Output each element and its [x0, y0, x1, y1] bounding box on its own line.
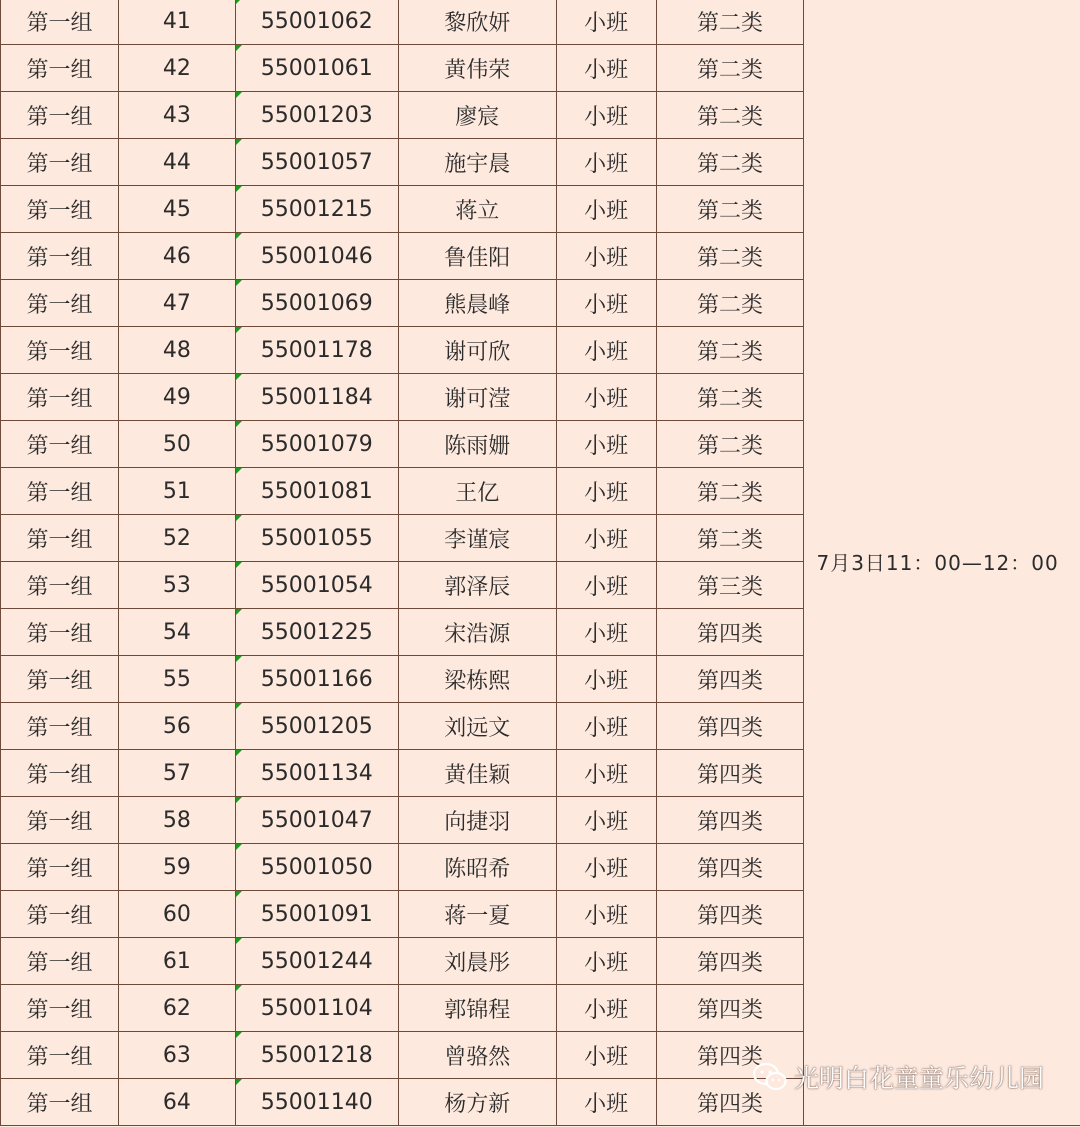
category-cell: 第四类 [656, 750, 804, 797]
group-cell: 第一组 [1, 374, 119, 421]
student-name-cell: 施宇晨 [398, 139, 556, 186]
seq-cell: 58 [118, 797, 235, 844]
class-cell: 小班 [556, 327, 656, 374]
seq-cell: 47 [118, 280, 235, 327]
student-id-cell: 55001081 [235, 468, 398, 515]
student-id-cell: 55001134 [235, 750, 398, 797]
class-cell: 小班 [556, 233, 656, 280]
group-cell: 第一组 [1, 421, 119, 468]
category-cell: 第四类 [656, 656, 804, 703]
class-cell: 小班 [556, 421, 656, 468]
class-cell: 小班 [556, 1032, 656, 1079]
time-slot-cell: 7月3日11：00—12：00 [804, 0, 1080, 1126]
seq-cell: 52 [118, 515, 235, 562]
student-id-cell: 55001140 [235, 1079, 398, 1126]
category-cell: 第四类 [656, 985, 804, 1032]
class-cell: 小班 [556, 280, 656, 327]
class-cell: 小班 [556, 45, 656, 92]
student-name-cell: 陈雨姗 [398, 421, 556, 468]
student-id-cell: 55001215 [235, 186, 398, 233]
student-name-cell: 蒋一夏 [398, 891, 556, 938]
class-cell: 小班 [556, 985, 656, 1032]
class-cell: 小班 [556, 844, 656, 891]
seq-cell: 44 [118, 139, 235, 186]
seq-cell: 50 [118, 421, 235, 468]
category-cell: 第二类 [656, 280, 804, 327]
group-cell: 第一组 [1, 938, 119, 985]
student-id-cell: 55001244 [235, 938, 398, 985]
student-id-cell: 55001184 [235, 374, 398, 421]
category-cell: 第三类 [656, 562, 804, 609]
category-cell: 第四类 [656, 1032, 804, 1079]
category-cell: 第二类 [656, 186, 804, 233]
student-name-cell: 郭锦程 [398, 985, 556, 1032]
group-cell: 第一组 [1, 891, 119, 938]
class-cell: 小班 [556, 468, 656, 515]
group-cell: 第一组 [1, 985, 119, 1032]
group-cell: 第一组 [1, 0, 119, 45]
category-cell: 第二类 [656, 374, 804, 421]
seq-cell: 41 [118, 0, 235, 45]
class-cell: 小班 [556, 186, 656, 233]
class-cell: 小班 [556, 1079, 656, 1126]
seq-cell: 45 [118, 186, 235, 233]
category-cell: 第二类 [656, 515, 804, 562]
student-name-cell: 谢可滢 [398, 374, 556, 421]
category-cell: 第二类 [656, 139, 804, 186]
student-name-cell: 向捷羽 [398, 797, 556, 844]
student-name-cell: 黄伟荣 [398, 45, 556, 92]
student-id-cell: 55001046 [235, 233, 398, 280]
group-cell: 第一组 [1, 750, 119, 797]
student-id-cell: 55001054 [235, 562, 398, 609]
student-id-cell: 55001218 [235, 1032, 398, 1079]
seq-cell: 53 [118, 562, 235, 609]
class-cell: 小班 [556, 703, 656, 750]
student-name-cell: 黄佳颖 [398, 750, 556, 797]
seq-cell: 42 [118, 45, 235, 92]
group-cell: 第一组 [1, 233, 119, 280]
seq-cell: 43 [118, 92, 235, 139]
student-name-cell: 廖宸 [398, 92, 556, 139]
student-name-cell: 梁栋熙 [398, 656, 556, 703]
student-name-cell: 宋浩源 [398, 609, 556, 656]
seq-cell: 55 [118, 656, 235, 703]
group-cell: 第一组 [1, 186, 119, 233]
student-id-cell: 55001047 [235, 797, 398, 844]
group-cell: 第一组 [1, 844, 119, 891]
table-row [1, 0, 1080, 45]
seq-cell: 51 [118, 468, 235, 515]
student-name-cell: 鲁佳阳 [398, 233, 556, 280]
group-cell: 第一组 [1, 139, 119, 186]
category-cell: 第四类 [656, 1079, 804, 1126]
group-cell: 第一组 [1, 45, 119, 92]
student-id-cell: 55001057 [235, 139, 398, 186]
category-cell: 第二类 [656, 327, 804, 374]
student-name-cell: 郭泽辰 [398, 562, 556, 609]
student-id-cell: 55001050 [235, 844, 398, 891]
class-cell: 小班 [556, 92, 656, 139]
watermark-text: 光明白花童童乐幼儿园 [793, 1064, 1044, 1093]
class-cell: 小班 [556, 139, 656, 186]
student-name-cell: 刘远文 [398, 703, 556, 750]
seq-cell: 60 [118, 891, 235, 938]
seq-cell: 59 [118, 844, 235, 891]
schedule-table-body [1, 0, 1080, 1126]
student-name-cell: 王亿 [398, 468, 556, 515]
class-cell: 小班 [556, 797, 656, 844]
student-id-cell: 55001178 [235, 327, 398, 374]
class-cell: 小班 [556, 656, 656, 703]
student-id-cell: 55001061 [235, 45, 398, 92]
group-cell: 第一组 [1, 703, 119, 750]
group-cell: 第一组 [1, 1079, 119, 1126]
category-cell: 第四类 [656, 844, 804, 891]
seq-cell: 57 [118, 750, 235, 797]
seq-cell: 49 [118, 374, 235, 421]
seq-cell: 61 [118, 938, 235, 985]
student-id-cell: 55001104 [235, 985, 398, 1032]
class-cell: 小班 [556, 515, 656, 562]
student-id-cell: 55001166 [235, 656, 398, 703]
seq-cell: 48 [118, 327, 235, 374]
seq-cell: 54 [118, 609, 235, 656]
class-cell: 小班 [556, 562, 656, 609]
group-cell: 第一组 [1, 609, 119, 656]
seq-cell: 46 [118, 233, 235, 280]
category-cell: 第二类 [656, 92, 804, 139]
student-id-cell: 55001055 [235, 515, 398, 562]
student-id-cell: 55001091 [235, 891, 398, 938]
category-cell: 第二类 [656, 468, 804, 515]
seq-cell: 56 [118, 703, 235, 750]
student-id-cell: 55001205 [235, 703, 398, 750]
watermark [752, 1059, 1044, 1095]
group-cell: 第一组 [1, 280, 119, 327]
category-cell: 第四类 [656, 891, 804, 938]
group-cell: 第一组 [1, 515, 119, 562]
student-name-cell: 杨方新 [398, 1079, 556, 1126]
category-cell: 第四类 [656, 797, 804, 844]
student-name-cell: 刘晨彤 [398, 938, 556, 985]
category-cell: 第四类 [656, 938, 804, 985]
student-name-cell: 黎欣妍 [398, 0, 556, 45]
group-cell: 第一组 [1, 327, 119, 374]
student-name-cell: 谢可欣 [398, 327, 556, 374]
group-cell: 第一组 [1, 468, 119, 515]
category-cell: 第四类 [656, 609, 804, 656]
student-name-cell: 蒋立 [398, 186, 556, 233]
class-cell: 小班 [556, 938, 656, 985]
student-name-cell: 熊晨峰 [398, 280, 556, 327]
class-cell: 小班 [556, 609, 656, 656]
student-id-cell: 55001062 [235, 0, 398, 45]
class-cell: 小班 [556, 750, 656, 797]
class-cell: 小班 [556, 891, 656, 938]
class-cell: 小班 [556, 374, 656, 421]
seq-cell: 64 [118, 1079, 235, 1126]
student-name-cell: 曾骆然 [398, 1032, 556, 1079]
student-name-cell: 李谨宸 [398, 515, 556, 562]
group-cell: 第一组 [1, 92, 119, 139]
seq-cell: 63 [118, 1032, 235, 1079]
student-id-cell: 55001079 [235, 421, 398, 468]
group-cell: 第一组 [1, 562, 119, 609]
group-cell: 第一组 [1, 656, 119, 703]
category-cell: 第二类 [656, 421, 804, 468]
category-cell: 第二类 [656, 233, 804, 280]
group-cell: 第一组 [1, 1032, 119, 1079]
category-cell: 第二类 [656, 0, 804, 45]
class-cell: 小班 [556, 0, 656, 45]
wechat-icon [752, 1061, 788, 1093]
category-cell: 第四类 [656, 703, 804, 750]
student-id-cell: 55001225 [235, 609, 398, 656]
category-cell: 第二类 [656, 45, 804, 92]
seq-cell: 62 [118, 985, 235, 1032]
student-name-cell: 陈昭希 [398, 844, 556, 891]
student-id-cell: 55001069 [235, 280, 398, 327]
group-cell: 第一组 [1, 797, 119, 844]
student-id-cell: 55001203 [235, 92, 398, 139]
